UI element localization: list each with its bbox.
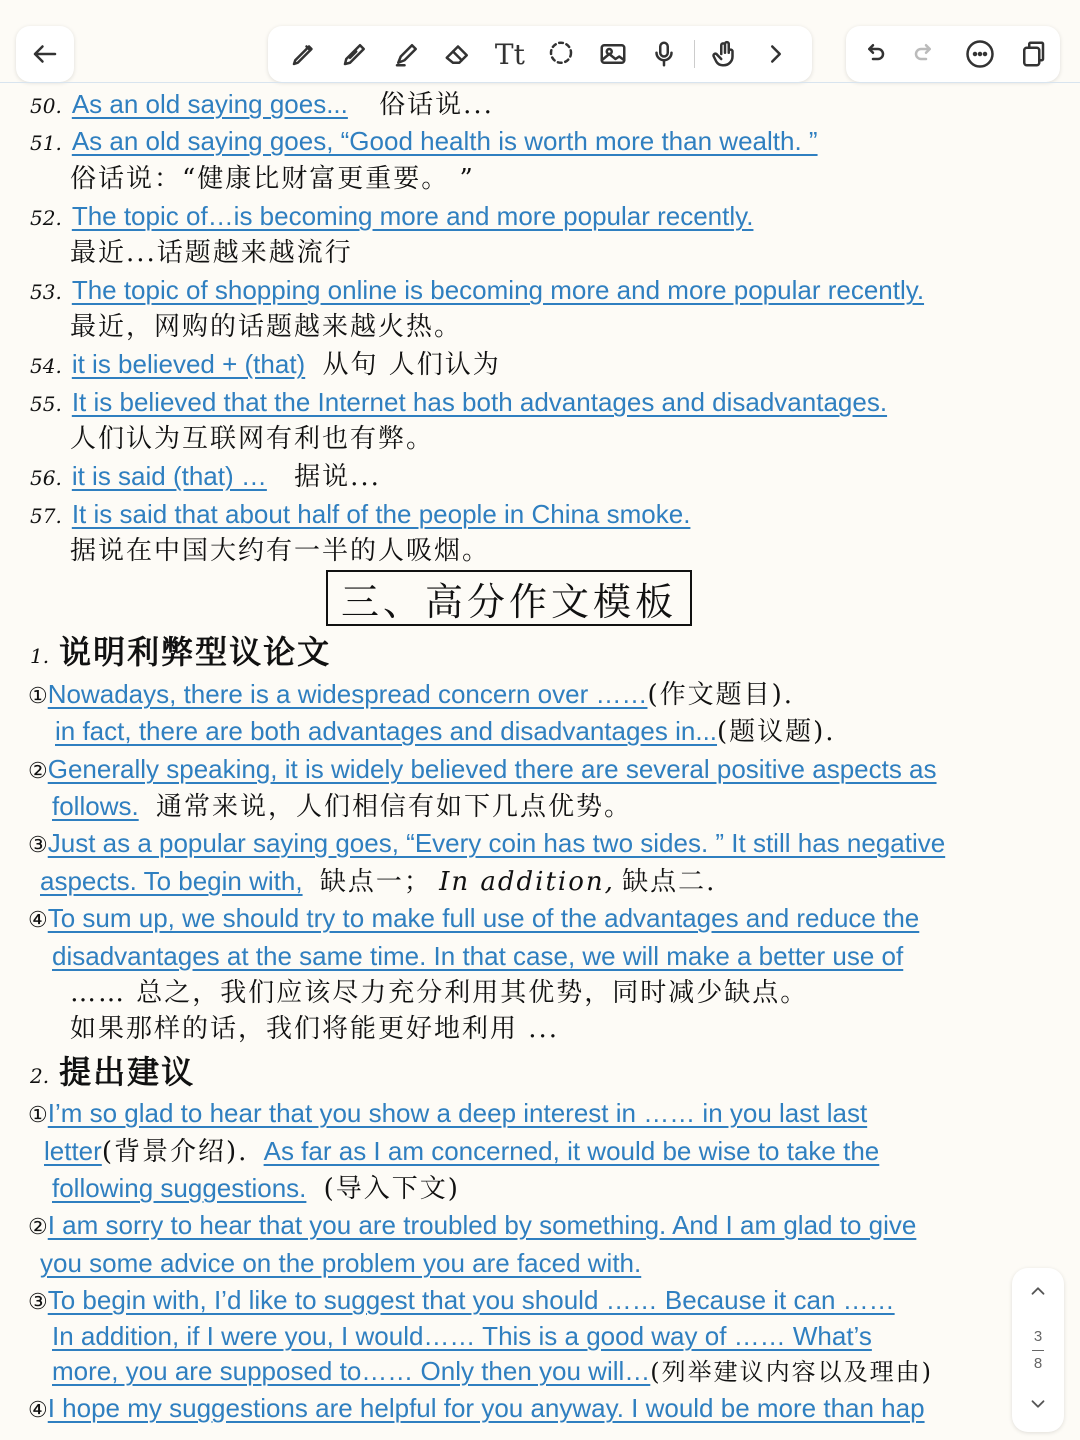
heading-title: 说明利弊型议论文 (59, 633, 332, 671)
english-text: To sum up, we should try to make full use of the advantages and reduce the (47, 903, 920, 933)
note-item (30, 88, 494, 122)
english-text: As far as I am concerned, it would be wise to take the (263, 1136, 880, 1166)
english-text: Generally speaking, it is widely believed there are several positive aspects as (47, 754, 937, 784)
note-item (30, 125, 818, 159)
item-number: 52. (30, 206, 62, 230)
english-text: you some advice on the problem you are faced with. (40, 1248, 642, 1278)
chinese-text: 俗话说... (379, 90, 494, 120)
english-text: following suggestions. (52, 1173, 307, 1203)
note-item (30, 200, 753, 234)
item-number: 55. (30, 392, 62, 416)
english-text: more, you are supposed to…… Only then you will… (52, 1356, 651, 1386)
undo-icon[interactable] (851, 32, 895, 76)
chinese-text: 从句 人们认为 (322, 350, 501, 380)
pages-icon[interactable] (1011, 32, 1055, 76)
english-text: it is said (that) … (71, 461, 267, 491)
heading-number: 2. (30, 1064, 50, 1088)
english-text: To begin with, I’d like to suggest that you should …… Because it can …… (47, 1285, 895, 1315)
english-text: As an old saying goes, “Good health is worth more than wealth. ” (71, 126, 818, 156)
chinese-text: 如果那样的话，我们将能更好地利用 ... (70, 1014, 560, 1044)
note-item (30, 348, 501, 382)
note-item (30, 460, 381, 494)
chinese-text: (背景介绍). (101, 1137, 249, 1167)
image-tool-icon[interactable] (591, 32, 635, 76)
circled-number: ③ (28, 833, 48, 858)
note-item (30, 274, 924, 308)
english-text: As an old saying goes... (71, 89, 348, 119)
actions-toolbar (846, 26, 1060, 82)
circled-number: ① (28, 1103, 48, 1128)
chinese-text: 据说... (294, 462, 381, 492)
translation-line (70, 310, 462, 343)
english-text: follows. (52, 791, 139, 821)
english-text: it is believed + (that) (71, 349, 306, 379)
item-number: 54. (30, 354, 62, 378)
translation-line (70, 422, 434, 455)
circled-number: ③ (28, 1290, 48, 1315)
circled-number: ② (28, 1215, 48, 1240)
lasso-tool-icon[interactable] (539, 32, 583, 76)
back-arrow-icon[interactable] (23, 32, 67, 76)
english-text: It is said that about half of the people in China smoke. (71, 499, 691, 529)
translation-line (70, 162, 475, 195)
text-tool-icon[interactable] (488, 32, 532, 76)
page-navigator (1012, 1268, 1064, 1432)
chinese-text: (作文题目). (647, 680, 795, 710)
toolbar-separator (694, 40, 695, 68)
chevron-right-icon[interactable] (754, 32, 798, 76)
chinese-text: 俗话说：“健康比财富更重要。 ” (70, 164, 475, 194)
item-number: 50. (30, 94, 62, 118)
page-divider (1032, 1350, 1044, 1351)
eraser-tool-icon[interactable] (436, 32, 480, 76)
chinese-text: (列举建议内容以及理由) (650, 1358, 934, 1386)
chinese-text: 据说在中国大约有一半的人吸烟。 (70, 536, 491, 566)
english-text: I’m so glad to hear that you show a deep interest in …… in you last last (47, 1098, 868, 1128)
english-text: Nowadays, there is a widespread concern over …… (47, 679, 648, 709)
english-text: I am sorry to hear that you are troubled by something. And I am glad to give (47, 1210, 917, 1240)
back-toolbar (16, 26, 74, 82)
highlighter-tool-icon[interactable] (385, 32, 429, 76)
item-number: 53. (30, 280, 62, 304)
english-text: The topic of shopping online is becoming more and more popular recently. (71, 275, 925, 305)
pencil-tool-icon[interactable] (333, 32, 377, 76)
hand-touch-icon[interactable] (703, 32, 747, 76)
redo-icon[interactable] (904, 32, 948, 76)
note-item (30, 498, 690, 532)
circled-number: ① (28, 684, 48, 709)
english-text: letter (44, 1136, 102, 1166)
note-canvas[interactable] (0, 84, 1080, 1440)
chinese-text: (导入下文) (323, 1174, 460, 1204)
circled-number: ④ (28, 1398, 48, 1423)
microphone-icon[interactable] (642, 32, 686, 76)
english-text: disadvantages at the same time. In that case, we will make a better use of (52, 941, 904, 971)
chinese-text: …… 总之，我们应该尽力充分利用其优势，同时减少缺点。 (70, 978, 809, 1008)
more-icon[interactable] (958, 32, 1002, 76)
heading-title: 提出建议 (59, 1053, 196, 1091)
translation-line (70, 236, 353, 269)
english-text: I hope my suggestions are helpful for you anyway. I would be more than hap (47, 1393, 925, 1423)
total-pages: 8 (1033, 1354, 1043, 1372)
current-page: 3 (1033, 1327, 1043, 1345)
drawing-tools-toolbar (268, 26, 812, 82)
english-text: It is believed that the Internet has both advantages and disadvantages. (71, 387, 888, 417)
english-text: in fact, there are both advantages and disadvantages in... (55, 716, 718, 746)
english-text: aspects. To begin with, (40, 866, 303, 896)
translation-line (70, 534, 490, 567)
chinese-text: 最近，网购的话题越来越火热。 (70, 312, 463, 342)
english-text: In addition, if I were you, I would…… This is a good way of …… What’s (52, 1321, 872, 1351)
english-text: Just as a popular saying goes, “Every coin has two sides. ” It still has negative (47, 828, 946, 858)
chinese-text: 缺点二. (622, 867, 717, 897)
page-indicator (1032, 1328, 1044, 1373)
section-title: 三、高分作文模板 (326, 570, 692, 626)
handwritten-english: In addition, (439, 867, 615, 897)
page-up-icon[interactable] (1027, 1280, 1049, 1307)
page-down-icon[interactable] (1027, 1393, 1049, 1420)
chinese-text: 缺点一； (319, 867, 432, 897)
item-number: 51. (30, 131, 62, 155)
item-number: 57. (30, 504, 62, 528)
circled-number: ② (28, 759, 48, 784)
chinese-text: 最近...话题越来越流行 (70, 238, 353, 268)
toolbar-divider (0, 82, 1080, 83)
circled-number: ④ (28, 908, 48, 933)
text-tool-label: Tt (494, 37, 525, 71)
chinese-text: 通常来说，人们相信有如下几点优势。 (155, 792, 632, 822)
chinese-text: (题议题). (717, 717, 836, 747)
pen-tool-icon[interactable] (282, 32, 326, 76)
chinese-text: 人们认为互联网有利也有弊。 (70, 424, 435, 454)
note-item (30, 386, 887, 420)
item-number: 56. (30, 466, 62, 490)
heading-number: 1. (30, 644, 50, 668)
english-text: The topic of…is becoming more and more popular recently. (71, 201, 754, 231)
